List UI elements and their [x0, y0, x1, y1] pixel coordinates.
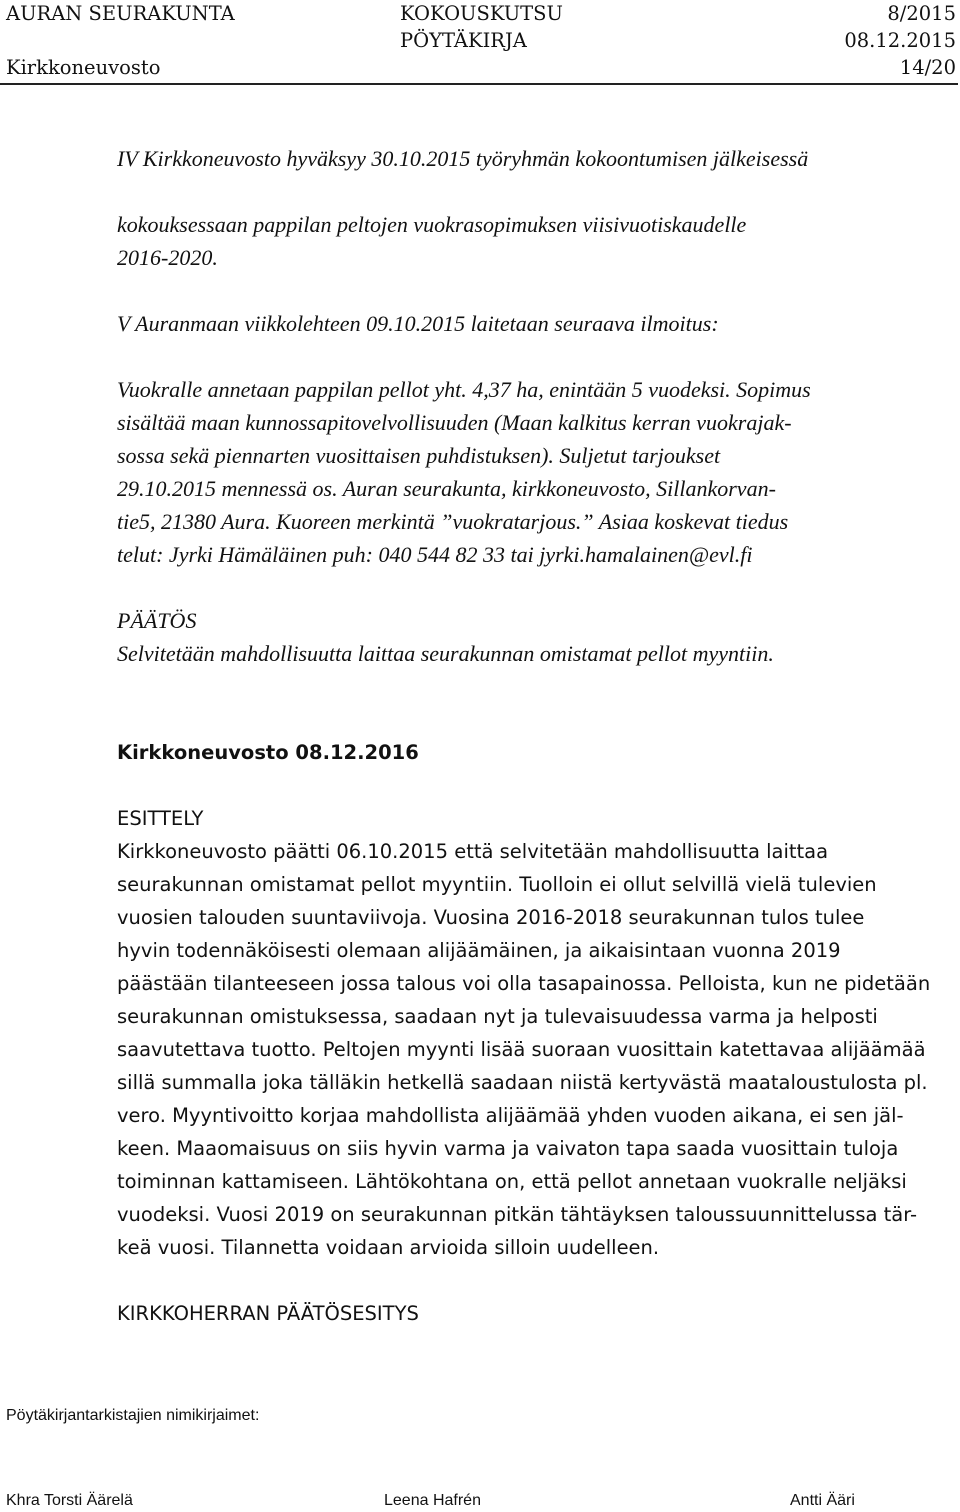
presentation-line: saavutettava tuotto. Peltojen myynti lisää suoraan vuosittain katettavaa alijäämää: [117, 1038, 926, 1061]
section-iv-line: IV Kirkkoneuvosto hyväksyy 30.10.2015 työryhmän kokoontumisen jälkeisessä: [117, 146, 809, 171]
org-name: AURAN SEURAKUNTA: [6, 2, 235, 25]
presentation-heading: ESITTELY: [117, 807, 204, 830]
presentation-line: vuosien talouden suuntaviivoja. Vuosina 2016-2018 seurakunnan tulos tulee: [117, 906, 865, 929]
section-iv-line: kokouksessaan pappilan peltojen vuokrasopimuksen viisivuotiskaudelle: [117, 212, 747, 237]
decision-heading: PÄÄTÖS: [117, 608, 197, 633]
presentation-line: Kirkkoneuvosto päätti 06.10.2015 että selvitetään mahdollisuutta laittaa: [117, 840, 829, 863]
notice-line: tie5, 21380 Aura. Kuoreen merkintä ”vuokratarjous.” Asiaa koskevat tiedus: [117, 509, 789, 534]
section-iv-line: 2016-2020.: [117, 245, 218, 270]
presentation-line: toiminnan kattamiseen. Lähtökohtana on, että pellot annetaan vuokralle neljäksi: [117, 1170, 907, 1193]
notice-line: sossa sekä piennarten vuosittaisen puhdistuksen). Suljetut tarjoukset: [117, 443, 721, 468]
doc-type-minutes: PÖYTÄKIRJA: [400, 29, 527, 52]
signer-name: Khra Torsti Äärelä: [6, 1492, 133, 1509]
notice-line: Vuokralle annetaan pappilan pellot yht. 4,37 ha, enintään 5 vuodeksi. Sopimus: [117, 377, 811, 402]
governing-body: Kirkkoneuvosto: [6, 56, 161, 79]
signer-name: Leena Hafrén: [384, 1492, 481, 1509]
presentation-line: päästään tilanteeseen jossa talous voi olla tasapainossa. Pelloista, kun ne pidetään: [117, 972, 931, 995]
decision-text: Selvitetään mahdollisuutta laittaa seurakunnan omistamat pellot myyntiin.: [117, 641, 774, 666]
presentation-line: keen. Maaomaisuus on siis hyvin varma ja vaivaton tapa saada vuosittain tuloja: [117, 1137, 899, 1160]
presentation-line: hyvin todennäköisesti olemaan alijäämäinen, ja aikaisintaan vuonna 2019: [117, 939, 841, 962]
section-v: V Auranmaan viikkolehteen 09.10.2015 laitetaan seuraava ilmoitus:: [117, 311, 719, 336]
notice-line: telut: Jyrki Hämäläinen puh: 040 544 82 33 tai jyrki.hamalainen@evl.fi: [117, 542, 753, 567]
presentation-line: vuodeksi. Vuosi 2019 on seurakunnan pitkän tähtäyksen taloussuunnittelussa tär-: [117, 1203, 918, 1226]
meeting-number: 8/2015: [887, 2, 956, 25]
presentation-line: sillä summalla joka tälläkin hetkellä saadaan niistä kertyvästä maataloustulosta pl.: [117, 1071, 928, 1094]
presentation-line: keä vuosi. Tilannetta voidaan arvioida silloin uudelleen.: [117, 1236, 660, 1259]
doc-type-invitation: KOKOUSKUTSU: [400, 2, 563, 25]
initials-label: Pöytäkirjantarkistajien nimikirjaimet:: [6, 1407, 260, 1424]
meeting-heading: Kirkkoneuvosto 08.12.2016: [117, 741, 419, 764]
presentation-line: seurakunnan omistuksessa, saadaan nyt ja tulevaisuudessa varma ja helposti: [117, 1005, 878, 1028]
signer-name: Antti Ääri: [790, 1492, 855, 1509]
notice-line: sisältää maan kunnossapitovelvollisuuden (Maan kalkitus kerran vuokrajak-: [117, 410, 792, 435]
header-divider: [0, 83, 958, 85]
presentation-line: vero. Myyntivoitto korjaa mahdollista alijäämää yhden vuoden aikana, ei sen jäl-: [117, 1104, 904, 1127]
meeting-date: 08.12.2015: [844, 29, 956, 52]
proposal-heading: KIRKKOHERRAN PÄÄTÖSESITYS: [117, 1302, 419, 1325]
page-number: 14/20: [899, 56, 956, 79]
presentation-line: seurakunnan omistamat pellot myyntiin. Tuolloin ei ollut selvillä vielä tulevien: [117, 873, 877, 896]
notice-line: 29.10.2015 mennessä os. Auran seurakunta, kirkkoneuvosto, Sillankorvan-: [117, 476, 776, 501]
